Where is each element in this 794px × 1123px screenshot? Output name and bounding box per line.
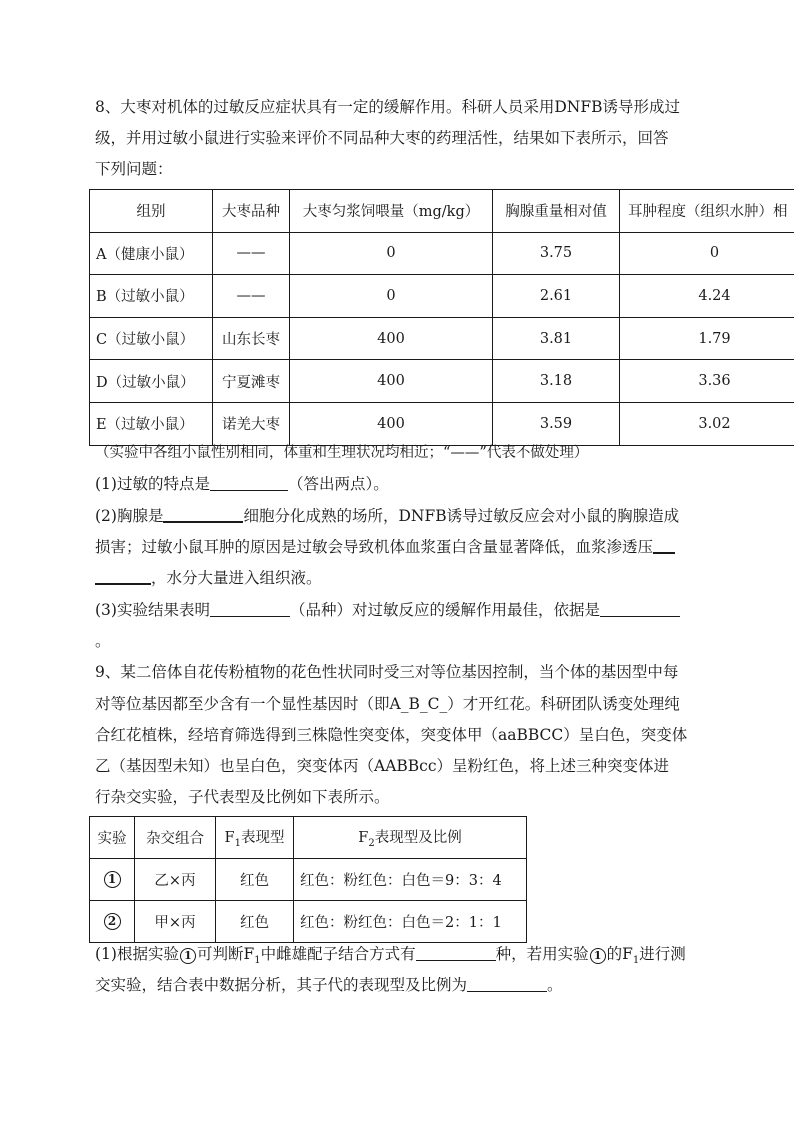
circled-number: 2: [104, 913, 121, 930]
q8-sub3-end: 。: [95, 632, 111, 650]
circled-number: 1: [180, 948, 196, 964]
q8-sub2-text-a: (2)胸腺是: [95, 507, 164, 525]
q9-cross-table: [89, 816, 527, 943]
header-experiment: 实验: [90, 817, 135, 859]
q9-stem-line-3: 合红花植株，经培育筛选得到三株隐性突变体，突变体甲（aaBBCC）呈白色，突变体: [95, 726, 688, 744]
q8-table-note: （实验中各组小鼠性别相同，体重和生理状况均相近；“——”代表不做处理）: [95, 445, 589, 461]
cell-dose: 400: [290, 402, 493, 445]
cell-f2: 红色：粉红色：白色＝2：1：1: [294, 901, 527, 943]
header-variety: 大枣品种: [213, 190, 290, 233]
cell-variety: 诺羌大枣: [213, 402, 290, 445]
header-thymus: 胸腺重量相对值: [493, 190, 620, 233]
cell-ear: 3.02: [620, 402, 794, 445]
q9-sub1-text-b: 可判断F: [196, 945, 255, 963]
q8-sub2-line-1: [95, 506, 679, 526]
circled-number: 1: [590, 948, 606, 964]
header-group: 组别: [90, 190, 213, 233]
table-row: [90, 317, 794, 360]
table-header-row: [90, 817, 527, 859]
cell-group: E（过敏小鼠）: [90, 402, 213, 445]
cell-cross: 甲×丙: [135, 901, 216, 943]
q8-stem-line-1: 8、大枣对机体的过敏反应症状具有一定的缓解作用。科研人员采用DNFB诱导形成过: [95, 98, 680, 116]
cell-group: D（过敏小鼠）: [90, 360, 213, 403]
table-row: [90, 859, 527, 901]
cell-dose: 400: [290, 317, 493, 360]
cell-thymus: 2.61: [493, 275, 620, 318]
table-row: [90, 275, 794, 318]
q8-sub3-answer-blank-2[interactable]: [600, 601, 680, 617]
cell-variety: 宁夏滩枣: [213, 360, 290, 403]
q9-sub1-answer-blank-2[interactable]: [467, 976, 547, 992]
header-f1-phenotype: $F_1$表现型: [216, 817, 294, 859]
cell-group: B（过敏小鼠）: [90, 275, 213, 318]
q8-sub1-text-a: (1)过敏的特点是: [95, 475, 210, 493]
cell-thymus: 3.81: [493, 317, 620, 360]
q8-stem-line-2: 级，并用过敏小鼠进行实验来评价不同品种大枣的药理活性，结果如下表所示，回答: [95, 129, 669, 147]
header-ear-swelling: 耳肿程度（组织水肿）相: [620, 190, 794, 233]
cell-ear: 3.36: [620, 360, 794, 403]
q8-sub2-answer-blank-2a[interactable]: [653, 537, 675, 554]
cell-f1: 红色: [216, 901, 294, 943]
cell-ear: 1.79: [620, 317, 794, 360]
cell-f2: 红色：粉红色：白色＝9：3：4: [294, 859, 527, 901]
header-dose: 大枣匀浆饲喂量（mg/kg）: [290, 190, 493, 233]
q8-results-table: [89, 189, 794, 446]
q9-sub1-text-end: 。: [547, 976, 563, 994]
q9-stem-line-5: 行杂交实验，子代表型及比例如下表所示。: [95, 788, 390, 806]
q9-sub1-text-d: 种，若用实验: [495, 945, 589, 963]
q9-stem-line-1: 9、某二倍体自花传粉植物的花色性状同时受三对等位基因控制，当个体的基因型中每: [95, 663, 679, 681]
q9-sub1-subscript: 1: [254, 955, 261, 967]
cell-variety: 山东长枣: [213, 317, 290, 360]
q8-sub3-answer-blank-1[interactable]: [210, 601, 290, 617]
cell-thymus: 3.75: [493, 232, 620, 275]
q9-sub1-text-c: 中雌雄配子结合方式有: [260, 945, 416, 963]
q8-sub1: [95, 474, 389, 494]
table-row: [90, 360, 794, 403]
q9-sub1-answer-blank-1[interactable]: [416, 945, 496, 961]
cell-variety: ——: [213, 232, 290, 275]
cell-variety: ——: [213, 275, 290, 318]
q8-sub1-text-b: （答出两点）。: [287, 475, 389, 493]
q8-sub2-line-2: [95, 537, 675, 557]
cell-dose: 0: [290, 232, 493, 275]
q9-sub1-subscript-2: 1: [632, 955, 640, 967]
cell-ear: 4.24: [620, 275, 794, 318]
q9-sub1-text-e: 的F: [606, 945, 633, 963]
cell-f1: 红色: [216, 859, 294, 901]
q9-sub1-text-l2: 交实验，结合表中数据分析，其子代的表现型及比例为: [95, 976, 468, 994]
table-row: [90, 901, 527, 943]
q9-stem-line-2: 对等位基因都至少含有一个显性基因时（即A_B_C_）才开红花。科研团队诱变处理纯: [95, 695, 680, 713]
table-row: [90, 402, 794, 445]
q9-sub1-line-1: [95, 944, 686, 971]
q8-sub2-text-l2: 损害；过敏小鼠耳肿的原因是过敏会导致机体血浆蛋白含量显著降低，血浆渗透压: [95, 538, 654, 556]
table-row: [90, 232, 794, 275]
cell-thymus: 3.59: [493, 402, 620, 445]
q8-sub1-answer-blank[interactable]: [210, 475, 288, 491]
cell-cross: 乙×丙: [135, 859, 216, 901]
q9-sub1-text-a: (1)根据实验: [95, 945, 179, 963]
header-f2-phenotype-ratio: $F_2$表现型及比例: [294, 817, 527, 859]
table-header-row: [90, 190, 794, 233]
header-cross: 杂交组合: [135, 817, 216, 859]
q9-sub1-line-2: [95, 975, 563, 995]
q9-sub1-text-f: 进行测: [639, 945, 686, 963]
cell-dose: 400: [290, 360, 493, 403]
cell-group: C（过敏小鼠）: [90, 317, 213, 360]
cell-ear: 0: [620, 232, 794, 275]
q8-stem-line-3: 下列问题：: [95, 160, 173, 178]
q8-sub3: [95, 600, 680, 620]
q8-sub2-text-b: 细胞分化成熟的场所，DNFB诱导过敏反应会对小鼠的胸腺造成: [243, 507, 680, 525]
cell-experiment-no: [90, 859, 135, 901]
cell-thymus: 3.18: [493, 360, 620, 403]
circled-number: 1: [104, 871, 121, 888]
cell-group: A（健康小鼠）: [90, 232, 213, 275]
q8-sub3-text-a: (3)实验结果表明: [95, 601, 210, 619]
q8-sub2-answer-blank-2b[interactable]: [95, 568, 151, 585]
q9-stem-line-4: 乙（基因型未知）也呈白色，突变体丙（AABBcc）呈粉红色，将上述三种突变体进: [95, 757, 670, 775]
q8-sub2-answer-blank-1[interactable]: [163, 506, 243, 523]
cell-dose: 0: [290, 275, 493, 318]
q8-sub2-text-l3: ，水分大量进入组织液。: [151, 569, 322, 587]
q8-sub3-text-b: （品种）对过敏反应的缓解作用最佳，依据是: [289, 601, 600, 619]
q8-sub2-line-3: [95, 568, 322, 588]
cell-experiment-no: [90, 901, 135, 943]
